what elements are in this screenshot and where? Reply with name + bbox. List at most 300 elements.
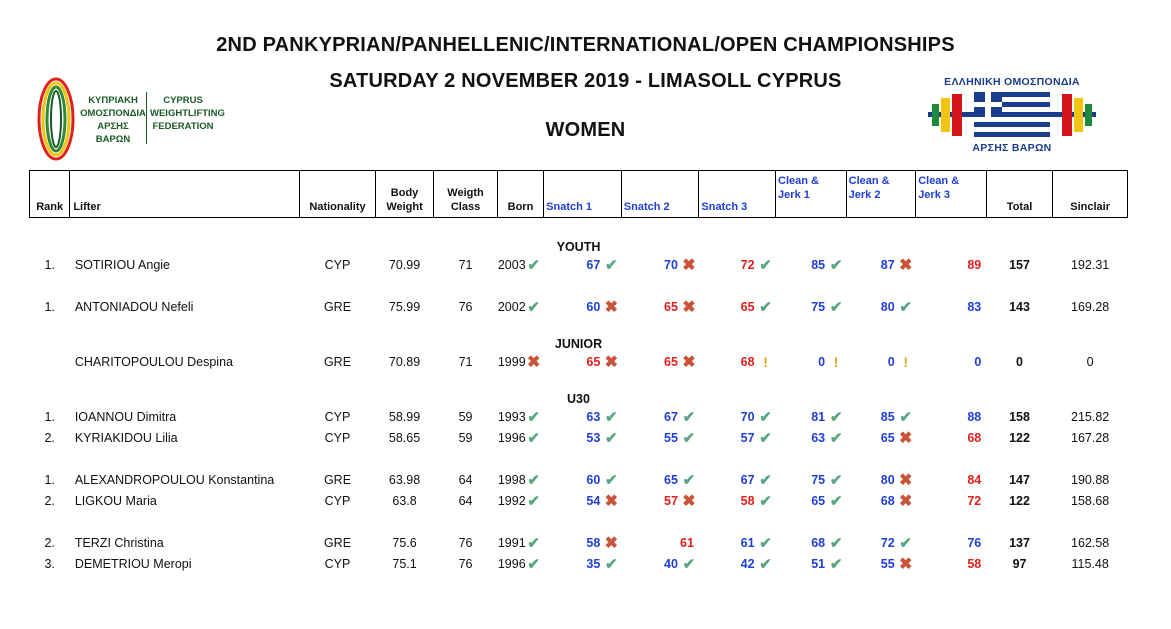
- attempt-2-cell: [621, 532, 699, 553]
- rank-cell: 1.: [44, 472, 55, 487]
- body-weight-cell: 63.98: [388, 472, 421, 487]
- lifter-row: [30, 254, 1128, 275]
- attempt-value: 51: [811, 556, 826, 571]
- event-date-location: SATURDAY 2 NOVEMBER 2019 - LIMASOLL CYPRUS: [329, 70, 842, 92]
- attempt-value: 53: [586, 430, 601, 445]
- attempt-3-cell: [699, 406, 776, 427]
- attempt-value: 83: [967, 299, 982, 314]
- born-year: 1996: [497, 430, 526, 445]
- attempt-6-cell: [916, 427, 987, 448]
- lifter-name: DEMETRIOU Meropi: [74, 556, 192, 571]
- check-mark-icon: ✔: [759, 298, 772, 316]
- check-mark-icon: ✔: [682, 408, 696, 426]
- attempt-value: 67: [664, 409, 678, 424]
- col-weight-class-line: Class: [450, 201, 481, 213]
- check-mark-icon: ✔: [605, 408, 618, 426]
- attempt-value: 55: [664, 430, 678, 445]
- attempt-value: 75: [811, 472, 826, 487]
- born-year: 1996: [497, 556, 526, 571]
- check-mark-icon: ✔: [527, 492, 540, 510]
- attempt-value: 40: [664, 556, 678, 571]
- attempt-5-cell: [846, 406, 916, 427]
- lifter-name: IOANNOU Dimitra: [74, 409, 177, 424]
- attempt-2-cell: [621, 254, 699, 275]
- check-mark-icon: ✔: [527, 534, 540, 552]
- attempt-1-cell: [544, 406, 622, 427]
- born-year: 1993: [497, 409, 526, 424]
- attempt-value: 80: [880, 472, 895, 487]
- attempt-5-cell: [846, 490, 916, 511]
- attempt-1-cell: [544, 469, 622, 490]
- spacer-row: [30, 511, 1128, 532]
- hellenic-weightlifting-federation-logo: [924, 76, 1100, 156]
- cross-mark-icon: ✖: [604, 353, 618, 371]
- attempt-4-cell: [776, 532, 847, 553]
- check-mark-icon: ✔: [605, 429, 618, 447]
- col-cj1-line: Clean &: [778, 175, 820, 187]
- logo-english-line: CYPRUS: [163, 95, 203, 106]
- attempt-1-cell: [544, 553, 622, 574]
- attempt-value: 0: [887, 354, 895, 369]
- lifter-name: CHARITOPOULOU Despina: [74, 354, 233, 369]
- cross-mark-icon: ✖: [604, 298, 618, 316]
- logo-greek-line: ΑΡΣΗΣ ΒΑΡΩΝ: [95, 121, 131, 145]
- col-weight-class: [434, 171, 498, 218]
- attempt-1-cell: [544, 532, 622, 553]
- lifter-name: TERZI Christina: [74, 535, 164, 550]
- check-mark-icon: ✔: [527, 429, 540, 447]
- attempt-6-cell: [916, 351, 987, 372]
- attempt-5-cell: [846, 469, 916, 490]
- col-cj1-line: Jerk 1: [778, 189, 810, 201]
- attempt-value: 84: [967, 472, 982, 487]
- attempt-2-cell: [621, 427, 699, 448]
- spacer-cell: [30, 218, 1128, 231]
- check-mark-icon: ✔: [759, 534, 772, 552]
- col-snatch-1: Snatch 1: [544, 171, 622, 218]
- attempt-5-cell: [846, 351, 916, 372]
- attempt-5-cell: [846, 532, 916, 553]
- attempt-1-cell: [544, 296, 622, 317]
- category-label: YOUTH: [556, 240, 601, 254]
- check-mark-icon: ✔: [527, 408, 540, 426]
- warning-mark-icon: !: [833, 353, 839, 370]
- attempt-5-cell: [846, 296, 916, 317]
- check-mark-icon: ✔: [759, 555, 772, 573]
- check-mark-icon: ✔: [829, 298, 843, 316]
- born-year: 2003: [497, 257, 526, 272]
- attempt-1-cell: [544, 351, 622, 372]
- lifter-name: LIGKOU Maria: [74, 493, 157, 508]
- cross-mark-icon: ✖: [898, 429, 913, 447]
- attempt-2-cell: [621, 351, 699, 372]
- body-weight-cell: 63.8: [392, 493, 417, 508]
- weight-class-cell: 76: [458, 299, 473, 314]
- sinclair-cell: 158.68: [1071, 493, 1110, 508]
- attempt-5-cell: [846, 427, 916, 448]
- logo-bottom-text: ΑΡΣΗΣ ΒΑΡΩΝ: [972, 142, 1052, 154]
- logo-greek-line: ΟΜΟΣΠΟΝΔΙΑ: [80, 108, 146, 119]
- check-mark-icon: ✔: [682, 555, 696, 573]
- check-mark-icon: ✔: [829, 492, 843, 510]
- attempt-4-cell: [776, 296, 847, 317]
- attempt-3-cell: [699, 296, 776, 317]
- attempt-value: 63: [811, 430, 826, 445]
- born-cell: [497, 427, 543, 448]
- attempt-4-cell: [776, 427, 847, 448]
- spacer-row: [30, 448, 1128, 469]
- attempt-1-cell: [544, 490, 622, 511]
- sinclair-cell: 190.88: [1071, 472, 1110, 487]
- attempt-3-cell: [699, 351, 776, 372]
- nationality-cell: GRE: [323, 535, 352, 550]
- total-cell: 97: [1012, 556, 1027, 571]
- attempt-value: 65: [586, 354, 601, 369]
- total-cell: 137: [1009, 535, 1030, 550]
- weight-class-cell: 64: [458, 472, 473, 487]
- attempt-value: 0: [818, 354, 826, 369]
- category-row: [30, 230, 1128, 254]
- weight-class-cell: 76: [458, 535, 473, 550]
- attempt-1-cell: [544, 254, 622, 275]
- total-cell: 157: [1009, 257, 1030, 272]
- check-mark-icon: ✔: [527, 298, 540, 316]
- rank-cell: 1.: [44, 409, 55, 424]
- check-mark-icon: ✔: [527, 471, 540, 489]
- born-cell: [497, 532, 543, 553]
- col-total: Total: [986, 171, 1053, 218]
- attempt-value: 68: [740, 354, 755, 369]
- born-year: 1991: [497, 535, 526, 550]
- check-mark-icon: ✔: [899, 534, 912, 552]
- nationality-cell: CYP: [324, 257, 351, 272]
- logo-english-text: [150, 94, 225, 133]
- weight-class-cell: 76: [458, 556, 473, 571]
- lifter-row: [30, 532, 1128, 553]
- check-mark-icon: ✔: [899, 298, 912, 316]
- attempt-3-cell: [699, 427, 776, 448]
- spacer-row: [30, 317, 1128, 327]
- col-body-weight-line: Body: [390, 187, 419, 199]
- nationality-cell: CYP: [324, 493, 351, 508]
- lifter-row: [30, 296, 1128, 317]
- logo-english-line: FEDERATION: [152, 121, 214, 132]
- attempt-value: 70: [664, 257, 678, 272]
- check-mark-icon: ✔: [829, 256, 843, 274]
- attempt-6-cell: [916, 490, 987, 511]
- check-mark-icon: ✔: [759, 408, 772, 426]
- attempt-value: 89: [967, 257, 982, 272]
- attempt-value: 65: [664, 472, 678, 487]
- logo-english-line: WEIGHTLIFTING: [150, 108, 225, 119]
- attempt-value: 65: [740, 299, 755, 314]
- attempt-4-cell: [776, 254, 847, 275]
- born-cell: [497, 490, 543, 511]
- rank-cell: 2.: [44, 430, 55, 445]
- attempt-value: 68: [880, 493, 895, 508]
- attempt-value: 58: [967, 556, 982, 571]
- attempt-value: 0: [974, 354, 982, 369]
- logo-greek-text: [80, 94, 146, 146]
- check-mark-icon: ✔: [605, 555, 618, 573]
- col-cj3-line: Clean &: [918, 175, 960, 187]
- cross-mark-icon: ✖: [682, 492, 696, 510]
- nationality-cell: CYP: [324, 556, 351, 571]
- attempt-2-cell: [621, 490, 699, 511]
- attempt-value: 54: [586, 493, 601, 508]
- attempt-value: 70: [740, 409, 755, 424]
- cross-mark-icon: ✖: [898, 471, 913, 489]
- attempt-value: 60: [586, 299, 601, 314]
- attempt-value: 87: [880, 257, 895, 272]
- col-clean-jerk-1: [776, 171, 847, 218]
- check-mark-icon: ✔: [759, 471, 772, 489]
- attempt-2-cell: [621, 553, 699, 574]
- born-year: 1999: [497, 354, 526, 369]
- col-cj2-line: Clean &: [848, 175, 890, 187]
- barbell-flag-icon: [924, 90, 1100, 140]
- lifter-row: [30, 490, 1128, 511]
- check-mark-icon: ✔: [899, 408, 912, 426]
- attempt-value: 81: [811, 409, 826, 424]
- weight-class-cell: 64: [458, 493, 473, 508]
- nationality-cell: GRE: [323, 472, 352, 487]
- sinclair-cell: 169.28: [1071, 299, 1110, 314]
- spacer-row: [30, 275, 1128, 296]
- col-snatch-2: Snatch 2: [621, 171, 699, 218]
- sinclair-cell: 162.58: [1071, 535, 1110, 550]
- weight-class-cell: 71: [458, 257, 473, 272]
- spacer-cell: [30, 275, 1128, 296]
- attempt-value: 76: [967, 535, 982, 550]
- cyprus-weightlifting-federation-logo: [36, 76, 225, 162]
- attempt-value: 85: [811, 257, 826, 272]
- check-mark-icon: ✔: [829, 471, 843, 489]
- col-born: Born: [497, 171, 543, 218]
- attempt-value: 65: [664, 299, 678, 314]
- attempt-6-cell: [916, 553, 987, 574]
- born-cell: [497, 553, 543, 574]
- col-weight-class-line: Weigth: [447, 187, 484, 199]
- attempt-value: 68: [811, 535, 826, 550]
- born-cell: [497, 254, 543, 275]
- rank-cell: 2.: [44, 535, 55, 550]
- spacer-row: [30, 372, 1128, 382]
- attempt-2-cell: [621, 406, 699, 427]
- results-body: [30, 218, 1128, 575]
- attempt-value: 42: [740, 556, 755, 571]
- attempt-value: 72: [880, 535, 895, 550]
- body-weight-cell: 58.65: [388, 430, 421, 445]
- total-cell: 147: [1009, 472, 1030, 487]
- spacer-cell: [30, 372, 1128, 382]
- lifter-name: SOTIRIOU Angie: [74, 257, 171, 272]
- cross-mark-icon: ✖: [682, 256, 696, 274]
- col-clean-jerk-2: [846, 171, 916, 218]
- attempt-3-cell: [699, 469, 776, 490]
- logo-greek-line: ΚΥΠΡΙΑΚΗ: [88, 95, 138, 106]
- results-table: [29, 170, 1128, 574]
- attempt-value: 75: [811, 299, 826, 314]
- attempt-value: 60: [586, 472, 601, 487]
- col-sinclair: Sinclair: [1053, 171, 1128, 218]
- total-cell: 122: [1009, 493, 1030, 508]
- nationality-cell: GRE: [323, 299, 352, 314]
- category-row: [30, 327, 1128, 351]
- attempt-value: 57: [664, 493, 678, 508]
- body-weight-cell: 75.6: [392, 535, 417, 550]
- category-label: JUNIOR: [554, 337, 603, 351]
- attempt-2-cell: [621, 296, 699, 317]
- col-body-weight-line: Weight: [386, 201, 423, 213]
- attempt-value: 65: [880, 430, 895, 445]
- check-mark-icon: ✔: [527, 555, 540, 573]
- body-weight-cell: 58.99: [388, 409, 421, 424]
- logo-divider: [146, 92, 147, 144]
- spacer-cell: [30, 511, 1128, 532]
- sinclair-cell: 215.82: [1071, 409, 1110, 424]
- sinclair-cell: 192.31: [1071, 257, 1110, 272]
- lifter-row: [30, 406, 1128, 427]
- check-mark-icon: ✔: [829, 408, 843, 426]
- check-mark-icon: ✔: [605, 256, 618, 274]
- cross-mark-icon: ✖: [682, 353, 696, 371]
- born-cell: [497, 296, 543, 317]
- lifter-row: [30, 351, 1128, 372]
- attempt-6-cell: [916, 254, 987, 275]
- cross-mark-icon: ✖: [898, 555, 913, 573]
- col-clean-jerk-3: [916, 171, 987, 218]
- lifter-row: [30, 553, 1128, 574]
- body-weight-cell: 75.1: [392, 556, 417, 571]
- spacer-row: [30, 218, 1128, 231]
- attempt-3-cell: [699, 532, 776, 553]
- rank-cell: 2.: [44, 493, 55, 508]
- attempt-4-cell: [776, 351, 847, 372]
- header-row: [30, 171, 1128, 218]
- rank-cell: 3.: [44, 556, 55, 571]
- col-snatch-3: Snatch 3: [699, 171, 776, 218]
- warning-mark-icon: !: [763, 353, 768, 370]
- check-mark-icon: ✔: [605, 471, 618, 489]
- attempt-4-cell: [776, 469, 847, 490]
- attempt-value: 65: [811, 493, 826, 508]
- total-cell: 122: [1009, 430, 1030, 445]
- check-mark-icon: ✔: [682, 429, 696, 447]
- attempt-value: 58: [740, 493, 755, 508]
- born-year: 1992: [497, 493, 526, 508]
- total-cell: 158: [1009, 409, 1030, 424]
- nationality-cell: GRE: [323, 354, 352, 369]
- lifter-name: ALEXANDROPOULOU Konstantina: [74, 472, 275, 487]
- check-mark-icon: ✔: [527, 256, 540, 274]
- born-cell: [497, 351, 543, 372]
- category-row: [30, 382, 1128, 406]
- nationality-cell: CYP: [324, 409, 351, 424]
- attempt-2-cell: [621, 469, 699, 490]
- attempt-4-cell: [776, 490, 847, 511]
- attempt-value: 88: [967, 409, 982, 424]
- attempt-6-cell: [916, 406, 987, 427]
- rank-cell: 1.: [44, 257, 55, 272]
- rank-cell: 1.: [44, 299, 55, 314]
- born-cell: [497, 469, 543, 490]
- body-weight-cell: 70.89: [388, 354, 421, 369]
- col-cj2-line: Jerk 2: [848, 189, 881, 201]
- attempt-4-cell: [776, 406, 847, 427]
- col-rank: Rank: [30, 171, 70, 218]
- born-year: 1998: [497, 472, 526, 487]
- attempt-value: 57: [740, 430, 755, 445]
- attempt-6-cell: [916, 469, 987, 490]
- total-cell: 143: [1009, 299, 1030, 314]
- attempt-value: 68: [967, 430, 982, 445]
- born-year: 2002: [497, 299, 526, 314]
- weight-class-cell: 59: [458, 430, 473, 445]
- lifter-name: KYRIAKIDOU Lilia: [74, 430, 178, 445]
- col-nationality: Nationality: [300, 171, 376, 218]
- total-cell: 0: [1016, 354, 1023, 369]
- championship-title: 2ND PANKYPRIAN/PANHELLENIC/INTERNATIONAL/OPEN CHAMPIONSHIPS: [216, 34, 955, 56]
- cross-mark-icon: ✖: [604, 492, 618, 510]
- check-mark-icon: ✔: [829, 534, 843, 552]
- body-weight-cell: 70.99: [388, 257, 421, 272]
- attempt-4-cell: [776, 553, 847, 574]
- attempt-value: 72: [967, 493, 982, 508]
- spacer-cell: [30, 448, 1128, 469]
- olympic-rings-logo-icon: [36, 76, 76, 162]
- lifter-row: [30, 427, 1128, 448]
- weight-class-cell: 71: [458, 354, 473, 369]
- category-label: U30: [567, 392, 590, 406]
- col-body-weight: [375, 171, 433, 218]
- attempt-value: 67: [740, 472, 755, 487]
- col-cj3-line: Jerk 3: [918, 189, 950, 201]
- lifter-row: [30, 469, 1128, 490]
- logo-top-text: ΕΛΛΗΝΙΚΗ ΟΜΟΣΠΟΝΔΙΑ: [944, 76, 1080, 88]
- attempt-value: 61: [740, 535, 755, 550]
- attempt-value: 72: [740, 257, 755, 272]
- check-mark-icon: ✔: [759, 256, 772, 274]
- gender-heading: WOMEN: [545, 119, 626, 141]
- attempt-value: 80: [880, 299, 895, 314]
- check-mark-icon: ✔: [682, 471, 696, 489]
- rank-cell: [30, 351, 70, 372]
- check-mark-icon: ✔: [759, 429, 772, 447]
- sinclair-cell: 115.48: [1071, 556, 1109, 571]
- check-mark-icon: ✔: [759, 492, 772, 510]
- attempt-value: 65: [664, 354, 678, 369]
- attempt-3-cell: [699, 553, 776, 574]
- attempt-value: 35: [586, 556, 601, 571]
- attempt-3-cell: [699, 254, 776, 275]
- body-weight-cell: 75.99: [388, 299, 421, 314]
- attempt-1-cell: [544, 427, 622, 448]
- sinclair-cell: 0: [1086, 354, 1094, 369]
- cross-mark-icon: ✖: [526, 353, 541, 371]
- attempt-5-cell: [846, 254, 916, 275]
- attempt-3-cell: [699, 490, 776, 511]
- cross-mark-icon: ✖: [604, 534, 618, 552]
- attempt-value: 58: [586, 535, 601, 550]
- attempt-6-cell: [916, 532, 987, 553]
- attempt-value: 61: [680, 535, 694, 550]
- nationality-cell: CYP: [324, 430, 351, 445]
- lifter-name: ANTONIADOU Nefeli: [74, 299, 194, 314]
- cross-mark-icon: ✖: [898, 256, 913, 274]
- cross-mark-icon: ✖: [898, 492, 913, 510]
- warning-mark-icon: !: [903, 353, 909, 370]
